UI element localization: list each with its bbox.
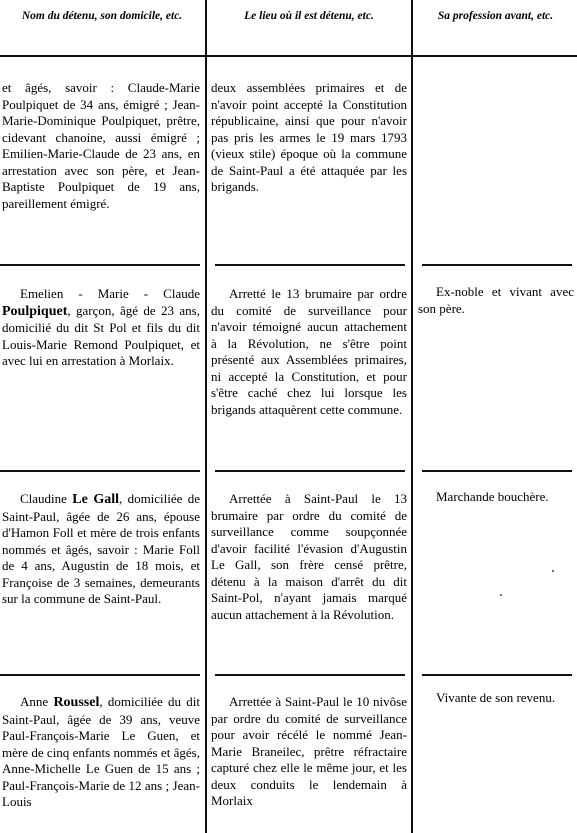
row1-detainee: et âgés, savoir : Claude-Marie Poulpiquet de 34 ans, émigré ; Jean-Marie-Dominique Poulpiquet, prêtre, cidevant chanoine, aussi émigré ; Emilien-Marie-Claude de 23 ans, en arrestation avec son père, et Jean-Baptiste Poulpiquet de 19 ans, pareillement émigré. bbox=[2, 80, 200, 211]
header-col1: Nom du détenu, son domicile, etc. bbox=[21, 10, 183, 22]
row2-detainee-pre: Emelien - Marie - Claude bbox=[20, 286, 200, 301]
row4-location: Arrettée à Saint-Paul le 10 nivôse par ordre du comité de surveillance pour avoir récélé le nommé Jean-Marie Braneilec, prêtre réfractaire capturé chez elle le même jour, et les deux conduits le lendemain à Morlaix bbox=[211, 694, 407, 808]
row1-location: deux assemblées primaires et de n'avoir point accepté la Constitution républicaine, ainsi que pour n'avoir pas pris les armes le 19 mars 1793 (vieux stile) époque où la commune de Saint-Paul a été attaquée par les brigands. bbox=[211, 80, 407, 194]
row2-profession: Ex-noble et vivant avec son père. bbox=[418, 284, 574, 316]
row4-detainee-post: , domiciliée du dit Saint-Paul, âgée de 39 ans, veuve Paul-François-Marie Le Guen, et mère de cinq enfants nommés et âgés, Anne-Michelle Le Guen de 15 ans ; Paul-François-Marie de 12 ans ; Jean-Louis bbox=[2, 694, 200, 809]
row4-detainee bbox=[2, 694, 200, 811]
row1-rule-col1 bbox=[0, 264, 200, 266]
column-rule-2 bbox=[411, 0, 413, 833]
row3-detainee-post: , domiciliée de Saint-Paul, âgée de 26 ans, épouse d'Hamon Foll et mère de trois enfants nommés et âgés, savoir : Marie Foll de 4 ans, Augustin de 18 mois, et Françoise de 3 semaines, demeurants sur la commune de Saint-Paul. bbox=[2, 491, 200, 606]
row2-rule-col2 bbox=[215, 470, 405, 472]
row4-detainee-name: Roussel bbox=[53, 695, 100, 710]
header-col2: Le lieu où il est détenu, etc. bbox=[244, 10, 374, 22]
scan-speck bbox=[500, 594, 502, 596]
row3-location: Arrettée à Saint-Paul le 13 brumaire par ordre du comité de surveillance comme soupçonnée d'avoir facilité l'évasion d'Augustin Le Gall, son frère censé prêtre, détenu à la maison d'arrêt du dit Saint-Pol, n'ayant jamais marqué aucun attachement à la Révolution. bbox=[211, 491, 407, 622]
row4-detainee-pre: Anne bbox=[20, 694, 54, 709]
row2-rule-col1 bbox=[0, 470, 200, 472]
header-col3: Sa profession avant, etc. bbox=[437, 10, 554, 22]
row3-rule-col2 bbox=[215, 674, 405, 676]
column-rule-1 bbox=[205, 0, 207, 833]
row3-profession: Marchande bouchère. bbox=[436, 489, 549, 504]
row3-rule-col3 bbox=[422, 674, 572, 676]
row2-rule-col3 bbox=[422, 470, 572, 472]
row3-detainee-pre: Claudine bbox=[20, 491, 73, 506]
row3-detainee-name: Le Gall bbox=[72, 492, 120, 507]
row2-detainee-name: Poulpiquet bbox=[2, 303, 68, 319]
row4-profession: Vivante de son revenu. bbox=[436, 690, 556, 705]
row2-location: Arretté le 13 brumaire par ordre du comité de surveillance pour n'avoir témoigné aucun attachement à la Révolution, ne s'être point présenté aux Assemblées primaires, ni accepté la Constitution, et pour s'être caché chez lui lorsque les brigands attaquèrent cette commune. bbox=[211, 286, 407, 417]
row3-rule-col1 bbox=[0, 674, 200, 676]
row3-detainee bbox=[2, 491, 200, 608]
row2-detainee-post: , garçon, âgé de 23 ans, domicilié du dit St Pol et fils du dit Louis-Marie Remond Poulpiquet, et avec lui en arrestation à Morlaix. bbox=[2, 302, 200, 368]
row2-detainee bbox=[2, 286, 200, 370]
header-rule bbox=[0, 55, 577, 57]
scan-speck bbox=[552, 570, 554, 572]
row1-rule-col2 bbox=[215, 264, 405, 266]
row1-rule-col3 bbox=[422, 264, 572, 266]
